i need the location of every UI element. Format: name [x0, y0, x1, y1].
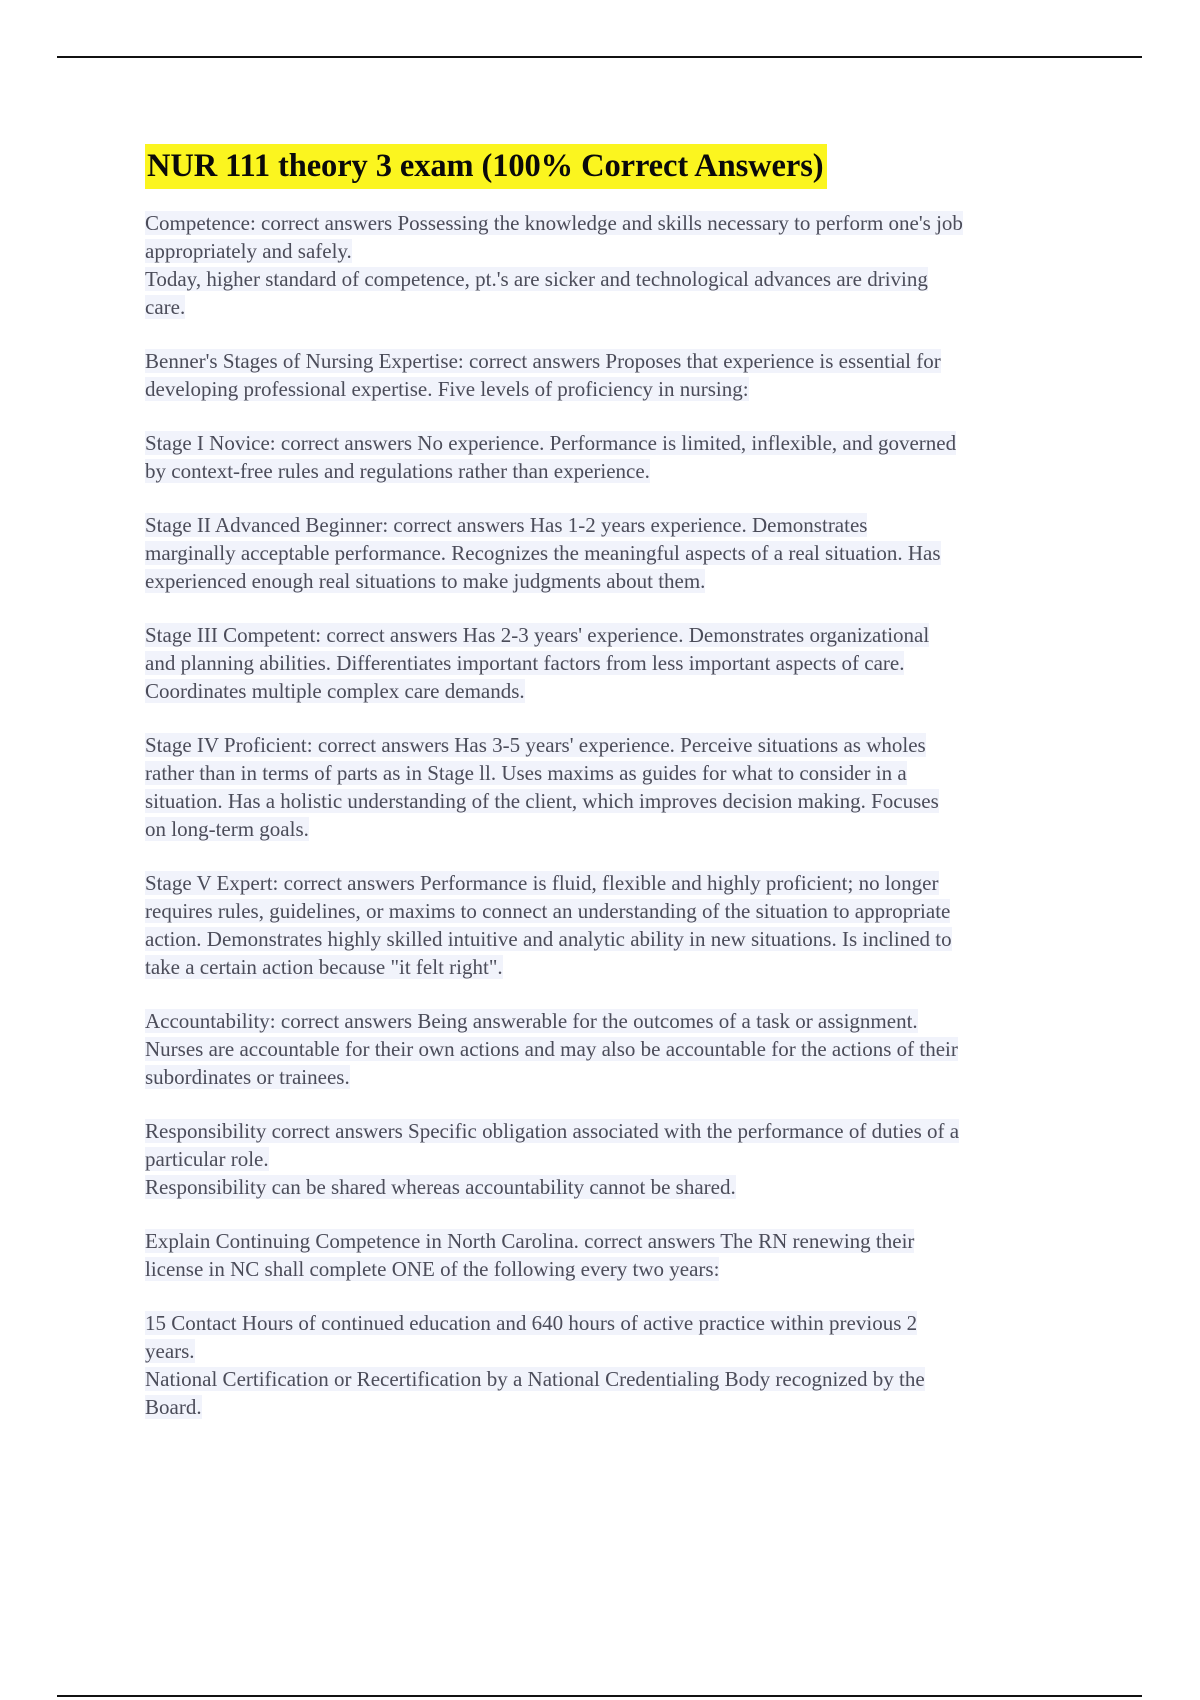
entry-line-text: appropriately and safely. [145, 239, 352, 263]
entry-line-text: Stage II Advanced Beginner: correct answers Has 1-2 years experience. Demonstrates [145, 513, 868, 537]
entry-line [145, 457, 1095, 485]
qa-entry [145, 1117, 1095, 1201]
qa-entry [145, 347, 1095, 403]
entry-line [145, 1337, 1095, 1365]
entry-line-text: rather than in terms of parts as in Stage ll. Uses maxims as guides for what to consider in a [145, 761, 907, 785]
entry-line-text: Accountability: correct answers Being answerable for the outcomes of a task or assignment. [145, 1009, 918, 1033]
entry-line [145, 1117, 1095, 1145]
entry-line-text: National Certification or Recertification by a National Credentialing Body recognized by the [145, 1367, 925, 1391]
top-rule [57, 56, 1142, 58]
entry-line [145, 649, 1095, 677]
entry-line-text: particular role. [145, 1147, 269, 1171]
entry-line [145, 1309, 1095, 1337]
qa-entry [145, 1309, 1095, 1421]
entry-line [145, 1393, 1095, 1421]
entry-line [145, 1007, 1095, 1035]
qa-entry [145, 511, 1095, 595]
entry-line [145, 677, 1095, 705]
entry-line-text: take a certain action because "it felt right". [145, 955, 503, 979]
entry-line-text: Coordinates multiple complex care demands. [145, 679, 525, 703]
entry-line [145, 293, 1095, 321]
entry-line-text: by context-free rules and regulations rather than experience. [145, 459, 650, 483]
document-title: NUR 111 theory 3 exam (100% Correct Answers) [145, 144, 827, 189]
entry-line-text: Board. [145, 1395, 202, 1419]
entry-line-text: requires rules, guidelines, or maxims to connect an understanding of the situation to appropriate [145, 899, 951, 923]
entry-line [145, 787, 1095, 815]
entry-line [145, 1145, 1095, 1173]
entry-line [145, 925, 1095, 953]
entry-line [145, 1365, 1095, 1393]
entry-line-text: developing professional expertise. Five levels of proficiency in nursing: [145, 377, 749, 401]
bottom-rule [57, 1695, 1142, 1697]
entry-line-text: experienced enough real situations to make judgments about them. [145, 569, 706, 593]
qa-entry [145, 621, 1095, 705]
entry-line [145, 567, 1095, 595]
entry-line-text: Today, higher standard of competence, pt.'s are sicker and technological advances are driving [145, 267, 928, 291]
entry-line [145, 237, 1095, 265]
entry-line-text: on long-term goals. [145, 817, 309, 841]
entry-line-text: years. [145, 1339, 195, 1363]
qa-entry [145, 1007, 1095, 1091]
entry-line [145, 1255, 1095, 1283]
qa-entry [145, 209, 1095, 321]
qa-entry [145, 1227, 1095, 1283]
entry-line-text: marginally acceptable performance. Recognizes the meaningful aspects of a real situation. Has [145, 541, 941, 565]
entry-line [145, 1227, 1095, 1255]
entry-line-text: Responsibility correct answers Specific obligation associated with the performance of duties of a [145, 1119, 960, 1143]
entry-line [145, 539, 1095, 567]
entry-line-text: Stage III Competent: correct answers Has 2-3 years' experience. Demonstrates organizational [145, 623, 930, 647]
entry-line-text: subordinates or trainees. [145, 1065, 350, 1089]
entry-line-text: and planning abilities. Differentiates important factors from less important aspects of care. [145, 651, 905, 675]
entry-line-text: Responsibility can be shared whereas accountability cannot be shared. [145, 1175, 736, 1199]
entry-line [145, 869, 1095, 897]
entry-line [145, 815, 1095, 843]
entry-line-text: Stage I Novice: correct answers No experience. Performance is limited, inflexible, and governed [145, 431, 957, 455]
document-body [145, 144, 1095, 1447]
entry-line [145, 621, 1095, 649]
entry-line [145, 209, 1095, 237]
entry-line-text: situation. Has a holistic understanding of the client, which improves decision making. Focuses [145, 789, 939, 813]
entry-line [145, 347, 1095, 375]
entry-line-text: license in NC shall complete ONE of the following every two years: [145, 1257, 720, 1281]
entry-line-text: Stage V Expert: correct answers Performance is fluid, flexible and highly proficient; no longer [145, 871, 939, 895]
entry-line [145, 375, 1095, 403]
entry-line-text: action. Demonstrates highly skilled intuitive and analytic ability in new situations. Is inclined to [145, 927, 952, 951]
entry-line [145, 731, 1095, 759]
entry-line [145, 1173, 1095, 1201]
entry-line-text: 15 Contact Hours of continued education and 640 hours of active practice within previous 2 [145, 1311, 918, 1335]
entry-line-text: Competence: correct answers Possessing the knowledge and skills necessary to perform one's job [145, 211, 963, 235]
entry-line-text: Benner's Stages of Nursing Expertise: correct answers Proposes that experience is essential for [145, 349, 941, 373]
entry-line [145, 265, 1095, 293]
entry-line [145, 759, 1095, 787]
qa-entry [145, 731, 1095, 843]
entry-line-text: care. [145, 295, 186, 319]
entry-line [145, 897, 1095, 925]
entry-line [145, 1035, 1095, 1063]
qa-entry [145, 429, 1095, 485]
entry-line [145, 511, 1095, 539]
qa-entry [145, 869, 1095, 981]
entry-line-text: Stage IV Proficient: correct answers Has 3-5 years' experience. Perceive situations as wholes [145, 733, 926, 757]
entry-line-text: Nurses are accountable for their own actions and may also be accountable for the actions of their [145, 1037, 958, 1061]
entry-line [145, 1063, 1095, 1091]
entry-line [145, 429, 1095, 457]
entry-line-text: Explain Continuing Competence in North Carolina. correct answers The RN renewing their [145, 1229, 915, 1253]
entry-line [145, 953, 1095, 981]
entry-list [145, 209, 1095, 1421]
